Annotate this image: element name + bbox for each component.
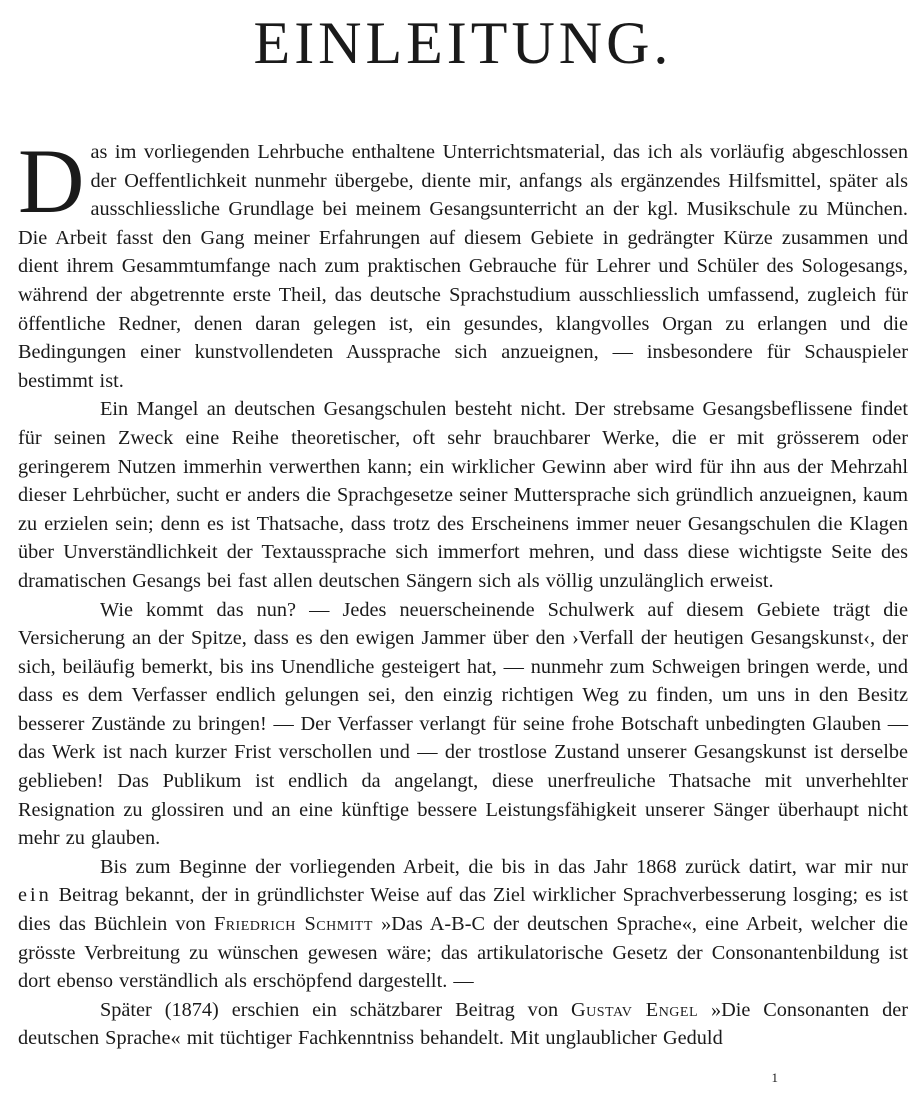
paragraph-3: Wie kommt das nun? — Jedes neuerscheinende Schulwerk auf diesem Gebiete trägt die Versicherung an der Spitze, dass es den ewigen Jammer über den ›Verfall der heutigen Gesangskunst‹, der sich, beiläufig bemerkt, bis ins Unendliche gesteigert hat, — nunmehr zum Schweigen bringen werde, und dass es dem Verfasser endlich gelungen sei, den einzig richtigen Weg zu finden, um uns in den Besitz besserer Zustände zu bringen! — Der Verfasser verlangt für seine frohe Botschaft unbedingten Glauben — das Werk ist nach kurzer Frist verschollen und — der trostlose Zustand unserer Gesangskunst ist derselbe geblieben! Das Publikum ist endlich da angelangt, diese unerfreuliche Thatsache mit unverhehlter Resignation zu glossiren und an eine künftige bessere Leistungsfähigkeit unserer Sänger überhaupt nicht mehr zu glauben. [18, 598, 908, 850]
paragraph-4-emphasis: ein [18, 884, 52, 907]
paragraph-1-text: as im vorliegenden Lehrbuche enthaltene Unterrichtsmaterial, das ich als vorläufig abgeschlossen der Oeffentlichkeit nunmehr übergebe, diente mir, anfangs als ergänzendes Hilfsmittel, später als ausschliessliche Grundlage bei meinem Gesangsunterricht an der kgl. Musikschule zu München. Die Arbeit fasst den Gang meiner Erfahrungen auf diesem Gebiete in gedrängter Kürze zusammen und dient ihrem Gesammtumfange nach zum praktischen Gebrauche für Lehrer und Schüler des Sologesangs, während der abgetrennte erste Theil, das deutsche Sprachstudium ausschliesslich umfassend, zugleich für öffentliche Redner, denen daran gelegen ist, ein gesundes, klangvolles Organ zu erlangen und die Bedingungen einer kunstvollendeten Aussprache sich anzueignen, — insbesondere für Schauspieler bestimmt ist. [18, 141, 908, 392]
paragraph-4-part-3: »Das A-B-C der deutschen Sprache«, eine Arbeit, welcher die grösste Verbreitung zu wünschen gewesen wäre; das artikulatorische Gesetz der Consonantenbildung ist dort ebenso verständlich als erschöpfend dargestellt. — [18, 913, 909, 993]
page-title: EINLEITUNG. [253, 10, 673, 76]
paragraph-5-part-1: Später (1874) erschien ein schätzbarer Beitrag von [100, 998, 559, 1021]
paragraph-2: Ein Mangel an deutschen Gesangschulen besteht nicht. Der strebsame Gesangsbeflissene findet für seinen Zweck eine Reihe theoretischer, oft sehr brauchbarer Werke, die er mit grösserem oder geringerem Nutzen immerhin verwerthen kann; ein wirklicher Gewinn aber wird für ihn aus der Mehrzahl dieser Lehrbücher, sucht er anders die Sprachgesetze seiner Muttersprache sich gründlich anzueignen, kaum zu erzielen sein; denn es ist Thatsache, dass trotz des Erscheinens immer neuer Gesangschulen die Klagen über Unverständlichkeit der Textaussprache sich immerfort mehren, und dass diese wichtigste Seite des dramatischen Gesangs bei fast allen deutschen Sängern sich als völlig unzulänglich erweist. [18, 398, 908, 592]
body-text [18, 130, 909, 1053]
paragraph-4 [18, 853, 908, 996]
paragraph-5-part-2: »Die Consonanten der deutschen Sprache« mit tüchtiger Fachkenntniss behandelt. Mit unglaublicher Geduld [18, 998, 908, 1050]
page-number: 1 [771, 1070, 778, 1085]
paragraph-5 [18, 996, 908, 1053]
paragraph-4-part-2: Beitrag bekannt, der in gründlichster Weise auf das Ziel wirklicher Sprachverbesserung losging; es ist dies das Büchlein von [18, 884, 908, 936]
paragraph-1 [18, 130, 908, 395]
drop-cap: D [18, 130, 85, 232]
author-engel: Gustav Engel [571, 998, 699, 1021]
paragraph-4-part-1: Bis zum Beginne der vorliegenden Arbeit, die bis in das Jahr 1868 zurück datirt, war mir nur [100, 855, 908, 878]
author-schmitt: Friedrich Schmitt [213, 913, 373, 936]
